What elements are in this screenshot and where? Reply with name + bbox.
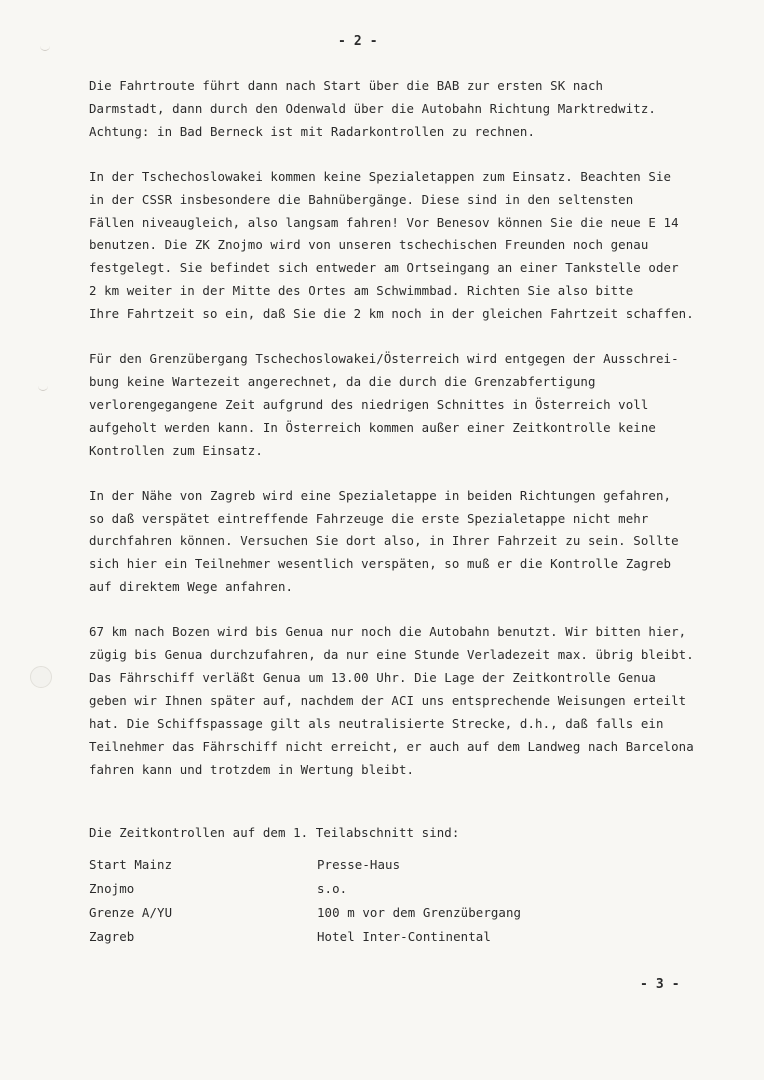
text-line: 2 km weiter in der Mitte des Ortes am Schwimmbad. Richten Sie also bitte	[89, 283, 634, 299]
paragraph-czechoslovakia	[89, 166, 729, 326]
text-line: aufgeholt werden kann. In Österreich kommen außer einer Zeitkontrolle keine	[89, 419, 656, 435]
text-line: bung keine Wartezeit angerechnet, da die durch die Grenzabfertigung	[89, 373, 596, 389]
paragraph-genua	[89, 621, 729, 781]
text-line: in der CSSR insbesondere die Bahnübergänge. Diese sind in den seltensten	[89, 191, 634, 207]
time-controls-table	[89, 853, 521, 949]
control-place: Start Mainz	[89, 857, 173, 872]
paragraph-zagreb	[89, 485, 729, 600]
text-line: Fällen niveaugleich, also langsam fahren! Vor Benesov können Sie die neue E 14	[89, 214, 679, 230]
text-line: In der Tschechoslowakei kommen keine Spezialetappen zum Einsatz. Beachten Sie	[89, 168, 672, 184]
text-line: Achtung: in Bad Berneck ist mit Radarkontrollen zu rechnen.	[89, 123, 536, 139]
control-location: Presse-Haus	[317, 857, 401, 872]
text-line: fahren kann und trotzdem in Wertung bleibt.	[89, 761, 415, 777]
text-line: Für den Grenzübergang Tschechoslowakei/Österreich wird entgegen der Ausschrei-	[89, 351, 679, 367]
text-line: In der Nähe von Zagreb wird eine Spezialetappe in beiden Richtungen gefahren,	[89, 487, 672, 503]
control-location: s.o.	[317, 881, 348, 896]
text-line: Darmstadt, dann durch den Odenwald über die Autobahn Richtung Marktredwitz.	[89, 100, 656, 116]
table-row	[89, 901, 521, 925]
page-number-bottom: - 3 -	[640, 977, 680, 992]
paragraph-border-crossing	[89, 348, 729, 463]
paragraph-route	[89, 75, 729, 144]
control-place: Zagreb	[89, 929, 135, 944]
text-line: auf direktem Wege anfahren.	[89, 579, 294, 595]
text-line: Teilnehmer das Fährschiff nicht erreicht, er auch auf dem Landweg nach Barcelona	[89, 738, 694, 754]
text-line: festgelegt. Sie befindet sich entweder am Ortseingang an einer Tankstelle oder	[89, 260, 679, 276]
text-line: Kontrollen zum Einsatz.	[89, 442, 263, 458]
text-line: sich hier ein Teilnehmer wesentlich verspäten, so muß er die Kontrolle Zagreb	[89, 556, 672, 572]
page-number-top: - 2 -	[338, 34, 378, 49]
text-line: benutzen. Die ZK Znojmo wird von unseren tschechischen Freunden noch genau	[89, 237, 649, 253]
margin-mark	[40, 44, 50, 51]
control-place: Znojmo	[89, 881, 135, 896]
body-text	[89, 75, 729, 803]
text-line: hat. Die Schiffspassage gilt als neutralisierte Strecke, d.h., daß falls ein	[89, 715, 664, 731]
text-line: 67 km nach Bozen wird bis Genua nur noch die Autobahn benutzt. Wir bitten hier,	[89, 624, 687, 640]
margin-mark	[38, 384, 48, 391]
table-row	[89, 877, 521, 901]
control-place: Grenze A/YU	[89, 905, 173, 920]
table-row	[89, 853, 521, 877]
punch-hole-mark	[30, 666, 52, 688]
control-location: 100 m vor dem Grenzübergang	[317, 905, 522, 920]
controls-intro: Die Zeitkontrollen auf dem 1. Teilabschnitt sind:	[89, 825, 460, 840]
control-location: Hotel Inter-Continental	[317, 929, 491, 944]
text-line: geben wir Ihnen später auf, nachdem der ACI uns entsprechende Weisungen erteilt	[89, 692, 687, 708]
text-line: verlorengegangene Zeit aufgrund des niedrigen Schnittes in Österreich voll	[89, 396, 649, 412]
text-line: durchfahren können. Versuchen Sie dort also, in Ihrer Fahrzeit zu sein. Sollte	[89, 533, 679, 549]
text-line: Ihre Fahrtzeit so ein, daß Sie die 2 km noch in der gleichen Fahrtzeit schaffen.	[89, 306, 694, 322]
text-line: so daß verspätet eintreffende Fahrzeuge die erste Spezialetappe nicht mehr	[89, 510, 649, 526]
text-line: Die Fahrtroute führt dann nach Start über die BAB zur ersten SK nach	[89, 78, 604, 93]
text-line: zügig bis Genua durchzufahren, da nur eine Stunde Verladezeit max. übrig bleibt.	[89, 647, 694, 663]
table-row	[89, 925, 521, 949]
text-line: Das Fährschiff verläßt Genua um 13.00 Uhr. Die Lage der Zeitkontrolle Genua	[89, 669, 656, 685]
